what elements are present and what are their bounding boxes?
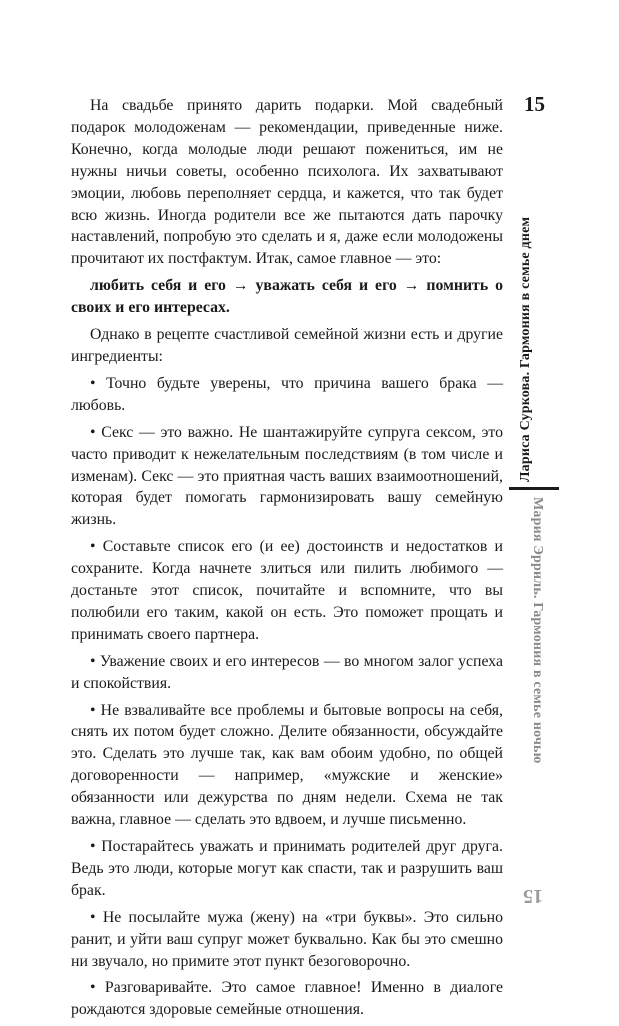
spine-divider — [509, 487, 559, 490]
spine-title-top: Лариса Суркова. Гармония в семье днем — [518, 216, 533, 482]
bullet-item: • Не взваливайте все проблемы и бытовые вопросы на себя, снять их потом будет сложно. Делите обязанности, обсуждайте это. Сделать это лучше так, как вам обоим удобно, по общей договоренности — например, «мужские и женские» обязанности или дежурства по дням недели. Схема не так важна, главное — сделать это вдвоем, и лучше письменно. — [71, 701, 503, 829]
paragraph-key-rule: любить себя и его → уважать себя и его → помнить о своих и его интересах. — [71, 277, 503, 317]
spine-title-bottom: Мария Эрриль. Гармония в семье ночью — [530, 497, 545, 764]
bullet-item: • Секс — это важно. Не шантажируйте супруга сексом, это часто приводит к нежелательным последствиям (в том числе и изменам). Секс — это приятная часть ваших взаимоотношений, которая будет помогать гармонизировать вашу семейную жизнь. — [71, 423, 503, 529]
paragraph-ingredients: Однако в рецепте счастливой семейной жизни есть и другие ингредиенты: — [71, 326, 503, 365]
page-number: 15 — [524, 92, 545, 116]
paragraph-intro: На свадьбе принято дарить подарки. Мой свадебный подарок молодоженам — рекомендации, приведенные ниже. Конечно, когда молодые люди решают пожениться, им не нужны ничьи советы, особенно психолога. Их захватывают эмоции, любовь переполняет сердца, и кажется, что так будет всю жизнь. Иногда родители все же пытаются дать парочку наставлений, попробую это сделать и я, даже если молодожены прочитают их постфактум. Итак, самое главное — это: — [71, 97, 503, 268]
bullet-item: • Составьте список его (и ее) достоинств и недостатков и сохраните. Когда начнете злиться или пилить любимого — достаньте этот список, почитайте и вспомните, что вы полюбили его таким, какой он есть. Это поможет прощать и принимать своего партнера. — [71, 538, 503, 643]
bullet-item: • Точно будьте уверены, что причина вашего брака — любовь. — [71, 374, 503, 414]
page-number-mirror: 15 — [523, 885, 543, 907]
body-text — [71, 95, 503, 1026]
bullet-item: • Разговаривайте. Это самое главное! Именно в диалоге рождаются здоровые семейные отношения. — [71, 979, 503, 1019]
bullet-item: • Уважение своих и его интересов — во многом залог успеха и спокойствия. — [71, 652, 503, 692]
bullet-item: • Постарайтесь уважать и принимать родителей друг друга. Ведь это люди, которые могут как спасти, так и разрушить ваш брак. — [71, 838, 503, 899]
bullet-item: • Не посылайте мужа (жену) на «три буквы». Это сильно ранит, и уйти ваш супруг может буквально. Как бы это смешно ни звучало, но примите этот пункт безоговорочно. — [71, 908, 503, 970]
